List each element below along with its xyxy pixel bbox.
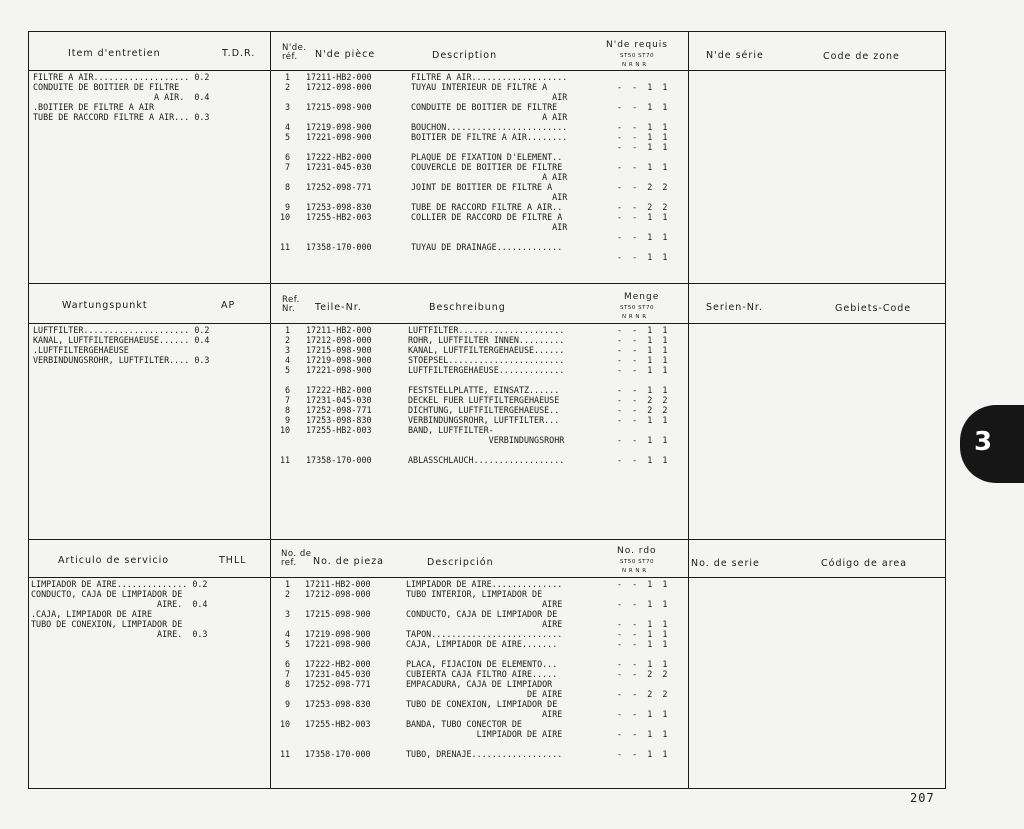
tdr-header: T.D.R.	[222, 48, 256, 59]
reference-numbers: 1 2 3 4 5 6 7 8 9 10 11	[280, 579, 291, 759]
quantity-models: ST50 ST70	[620, 53, 654, 59]
quantity-header: No. rdo	[617, 546, 657, 556]
quantity-models: ST50 ST70	[620, 559, 654, 565]
part-number-header: No. de pieza	[313, 556, 385, 567]
section-divider	[28, 283, 946, 284]
reference-numbers: 1 2 3 4 5 6 7 8 9 10 11	[280, 72, 291, 252]
part-numbers: 17211-HB2-000 17212-098-000 17215-098-900 17219-098-900 17221-098-900 17222-HB2-000 17231-045-030 17252-098-771 17253-098-830 17255-HB2-003 17358-170-000	[306, 72, 372, 252]
ref-header: Ref. Nr.	[282, 295, 300, 314]
chapter-number: 3	[974, 427, 993, 457]
tdr-header: THLL	[219, 555, 247, 566]
item-header: Wartungspunkt	[62, 300, 148, 311]
quantity-header: N'de requis	[606, 40, 668, 50]
chapter-tab	[960, 405, 1024, 483]
header-rule-es	[28, 577, 946, 578]
zone-header: Code de zone	[823, 51, 900, 62]
serial-header: N'de série	[706, 50, 764, 61]
zone-header: Código de area	[821, 558, 908, 569]
serial-header: Serien-Nr.	[706, 302, 763, 313]
column-divider	[270, 31, 271, 789]
quantities: - - 1 1 - - 1 1 - - 1 1 - - 1 1 - - 1 1 - - 1 1 - - 2 2 - - 2 2 - - 1 1 - - 1 1 - - 1 1	[617, 82, 668, 262]
descriptions: LIMPIADOR DE AIRE.............. TUBO INTERIOR, LIMPIADOR DE AIRE CONDUCTO, CAJA DE LIMPIADOR DE AIRE TAPON.......................... CAJA, LIMPIADOR DE AIRE....... PLACA, FIJACION DE ELEMENTO... CUBIERTA CAJA FILTRO AIRE..... EMPACADURA, CAJA DE LIMPIADOR DE AIRE TUBO DE CONEXION, LIMPIADOR DE AIRE BANDA, TUBO CONECTOR DE LIMPIADOR DE AIRE TUBO, DRENAJE..................	[406, 579, 563, 759]
maintenance-items: LIMPIADOR DE AIRE.............. 0.2 CONDUCTO, CAJA DE LIMPIADOR DE AIRE. 0.4 .CAJA, LIMPIADOR DE AIRE TUBO DE CONEXION, LIMPIADOR DE AIRE. 0.3	[31, 579, 208, 639]
page-number: 207	[910, 791, 935, 805]
quantities: - - 1 1 - - 1 1 - - 1 1 - - 1 1 - - 1 1 - - 1 1 - - 2 2 - - 2 2 - - 1 1 - - 1 1 - - 1 1	[617, 579, 668, 759]
part-numbers: 17211-HB2-000 17212-098-000 17215-098-900 17219-098-900 17221-098-900 17222-HB2-000 17231-045-030 17252-098-771 17253-098-830 17255-HB2-003 17358-170-000	[306, 325, 372, 465]
section-divider	[28, 539, 946, 540]
reference-numbers: 1 2 3 4 5 6 7 8 9 10 11	[280, 325, 291, 465]
part-number-header: Teile-Nr.	[315, 302, 362, 313]
quantity-nr: N R N R	[622, 314, 647, 320]
ref-header: No. de ref.	[281, 549, 312, 568]
quantity-models: ST50 ST70	[620, 305, 654, 311]
maintenance-items: LUFTFILTER..................... 0.2 KANAL, LUFTFILTERGEHAEUSE...... 0.4 .LUFTFILTERGEHAEUSE VERBINDUNGSROHR, LUFTFILTER.... 0.3	[33, 325, 210, 365]
maintenance-items: FILTRE A AIR................... 0.2 CONDUITE DE BOITIER DE FILTRE A AIR. 0.4 .BOITIER DE FILTRE A AIR TUBE DE RACCORD FILTRE A AIR... 0.3	[33, 72, 210, 122]
description-header: Description	[432, 50, 498, 61]
part-numbers: 17211-HB2-000 17212-098-000 17215-098-900 17219-098-900 17221-098-900 17222-HB2-000 17231-045-030 17252-098-771 17253-098-830 17255-HB2-003 17358-170-000	[305, 579, 371, 759]
ref-header: N'de. réf.	[282, 43, 307, 62]
descriptions: LUFTFILTER..................... ROHR, LUFTFILTER INNEN......... KANAL, LUFTFILTERGEHAEUSE...... STOEPSEL....................... LUFTFILTERGEHAEUSE............. FESTSTELLPLATTE, EINSATZ...... DECKEL FUER LUFTFILTERGEHAEUSE DICHTUNG, LUFTFILTERGEHAEUSE.. VERBINDUNGSROHR, LUFTFILTER... BAND, LUFTFILTER- VERBINDUNGSROHR ABLASSCHLAUCH..................	[408, 325, 565, 465]
column-divider	[688, 31, 689, 789]
description-header: Beschreibung	[429, 302, 506, 313]
item-header: Item d'entretien	[68, 48, 161, 59]
tdr-header: AP	[221, 300, 236, 311]
part-number-header: N'de pièce	[315, 49, 376, 60]
descriptions: FILTRE A AIR................... TUYAU INTERIEUR DE FILTRE A AIR CONDUITE DE BOITIER DE FILTRE A AIR BOUCHON........................ BOITIER DE FILTRE A AIR........ PLAQUE DE FIXATION D'ELEMENT.. COUVERCLE DE BOITIER DE FILTRE A AIR JOINT DE BOITIER DE FILTRE A AIR TUBE DE RACCORD FILTRE A AIR.. COLLIER DE RACCORD DE FILTRE A AIR TUYAU DE DRAINAGE.............	[411, 72, 568, 252]
quantities: - - 1 1 - - 1 1 - - 1 1 - - 1 1 - - 1 1 - - 1 1 - - 2 2 - - 2 2 - - 1 1 - - 1 1 - - 1 1	[617, 325, 668, 465]
serial-header: No. de serie	[691, 558, 760, 569]
quantity-nr: N R N R	[622, 568, 647, 574]
quantity-nr: N R N R	[622, 62, 647, 68]
description-header: Descripción	[427, 557, 494, 568]
item-header: Articulo de servicio	[58, 555, 170, 566]
header-rule-fr	[28, 70, 946, 71]
header-rule-de	[28, 323, 946, 324]
quantity-header: Menge	[624, 292, 660, 302]
zone-header: Gebiets-Code	[835, 303, 912, 314]
